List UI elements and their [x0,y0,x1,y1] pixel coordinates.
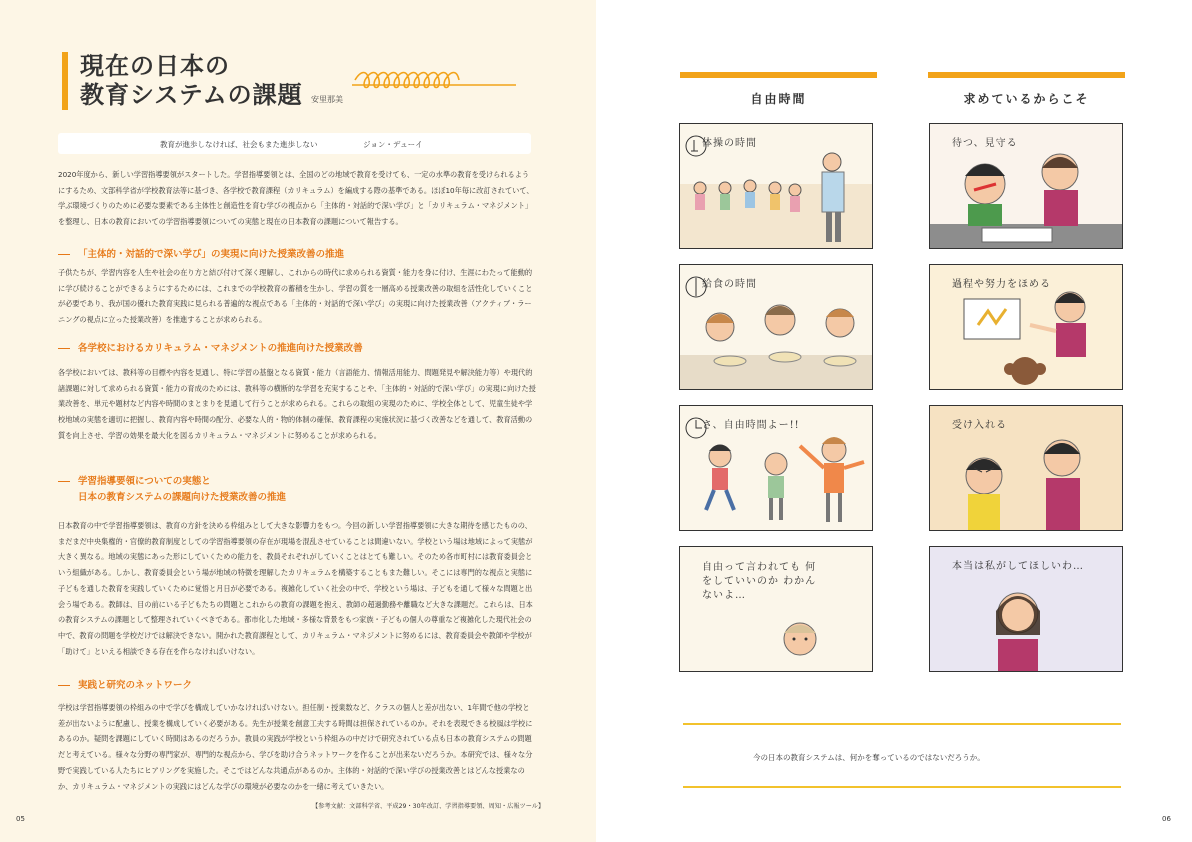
panel-caption-2-2: 過程や努力をほめる [952,279,1051,290]
intro-paragraph: 2020年度から、新しい学習指導要領がスタートした。学習指導要領とは、全国のどの地域で教育を受けても、一定の水準の教育を受けられるようにするため、文部科学省が学校教育法等に基づき、各学校で教育課程（カリキュラム）を編成する際の基準である。ほぼ10年毎に改訂されていて、学ぶ環境づくりのために必要な要素である主体性と創造性を育む学びの視点から「主体的・対話的で深い学び」と「カリキュラム・マネジメント」を整理し、日本の教育においての学習指導要領についての実態と現在の日本教育の課題について報告する。 [58,170,534,227]
quote-text: 教育が進歩しなければ、社会もまた進歩しない [160,140,318,149]
comic-panel-2-4 [929,546,1123,672]
page-number-right: 06 [1162,815,1171,823]
column-1-bar [680,72,877,78]
reference-note: 【参考文献：文部科学省、平成29・30年改訂、学習指導要領、周知・広報ツール】 [312,803,545,810]
section-heading-2: 各学校におけるカリキュラム・マネジメントの推進向けた授業改善 [58,341,363,357]
column-1-title: 自由時間 [750,92,807,106]
panel-caption-1-4: 自由って言われても 何をしていいのか わかんないよ… [702,562,817,601]
panel-caption-1-3: さ、自由時間よー!! [702,420,800,431]
title-line-2: 教育システムの課題 [80,81,303,109]
comic-panel-1-4 [679,546,873,672]
page-number-left: 05 [16,815,25,823]
section-heading-1: 「主体的・対話的で深い学び」の実現に向けた授業改善の推進 [58,247,344,263]
section-body-1: 子供たちが、学習内容を人生や社会の在り方と結び付けて深く理解し、これからの時代に求められる資質・能力を身に付け、生涯にわたって能動的に学び続けることができるようにするためには、これまでの学校教育の蓄積を生かし、学習の質を一層高める授業改善の取組を活性化していくことが必要であり、我が国の優れた教育実践に見られる普遍的な視点である「主体的・対話的で深い学び」の実現に向けた授業改善（アクティブ・ラーニングの視点に立った授業改善）を推進することが求められる。 [58,268,533,325]
comic-panel-2-1 [929,123,1123,249]
comic-panel-1-1 [679,123,873,249]
quote-author: ジョン・デューイ [363,140,423,149]
bottom-rule-bottom [683,786,1121,788]
column-2-bar [928,72,1125,78]
section-body-3: 日本教育の中で学習指導要領は、教育の方針を決める枠組みとして大きな影響力をもつ。今回の新しい学習指導要領に大きな期待を感じたものの、まだまだ中央集権的・官僚的教育制度としての学習指導要領の存在が現場を混乱させていることは間違いない。学校という場は地域によって実態が大きく異なる。地域の実態にあった形にしていくための能力を、教員それぞれがしていくことはとても難しい。そのため各市町村には教育委員会という組織がある。しかし、教育委員会という場が地域の特徴を理解したカリキュラムを構築することもまた難しい。そこには専門的な視点と実態に子どもを通した教育を実践していくために覚悟と月日が必要である。複雑化していく社会の中で、学校という場は、子どもを通して様々な問題と出会う場である。教師は、目の前にいる子どもたちの問題とこれからの教育の課題を抱え、教師の超過勤務や離職など大きな課題だ。これらは、日本の教育システムの課題として整理されていくべきである。都市化した地域・多様な背景をもつ家族・子どもの個人の尊重など複雑化した現代社会の中で、教育の問題を学校だけでは解決できない。開かれた教育課程として、カリキュラム・マネジメントに努めるには、教育委員会や教師や学校が「助けて」といえる相談できる存在を作らなければいけない。 [58,521,533,656]
bottom-rule-top [683,723,1121,725]
comic-panel-1-2 [679,264,873,390]
title-accent-bar [62,52,68,110]
squiggle-decoration [350,68,520,94]
title-line-1: 現在の日本の [80,52,230,80]
panel-caption-2-3: 受け入れる [952,420,1007,431]
comic-panel-2-3 [929,405,1123,531]
section-heading-3-line-2: 日本の教育システムの課題向けた授業改善の推進 [78,492,287,503]
author-name: 安里那美 [311,95,343,104]
closing-statement: 今の日本の教育システムは、何かを奪っているのではないだろうか。 [753,753,985,762]
comic-panel-2-2 [929,264,1123,390]
section-heading-3: 学習指導要領についての実態と 日本の教育システムの課題向けた授業改善の推進 [58,474,286,506]
panel-caption-2-1: 待つ、見守る [952,138,1018,149]
section-body-4: 学校は学習指導要領の枠組みの中で学びを構成していかなければいけない。担任制・授業数など、クラスの個人と差が出ない、1年間で他の学校と差が出ないように配慮し、授業を構成していく必要がある。先生が授業を創意工夫する時間は担保されているのか。それを表現できる校風は学校にあるのか。疑問を課題にしていく時間はあるのだろうか。教員の実践が学校という枠組みの中だけで研究されている点も日本の教育システムの問題だと考えている。様々な分野の専門家が、専門的な視点から、学びを助け合うネットワークを作ることが出来ないだろうか。本研究では、様々な分野で実践している人たちにヒアリングを実施した。そこではどんな共通点があるのか。主体的・対話的で深い学びの授業改善とはどんな授業なのか、カリキュラム・マネジメントの実践にはどんな学びの環境が必要なのかを一緒に考えていきたい。 [58,703,533,791]
comic-panel-1-3 [679,405,873,531]
panel-caption-1-2: 給食の時間 [702,279,757,290]
section-body-2: 各学校においては、教科等の目標や内容を見通し、特に学習の基盤となる資質・能力（言語能力、情報活用能力、問題発見や解決能力等）や現代的諸課題に対して求められる資質・能力の育成のためには、教科等の横断的な学習を充実することや、「主体的・対話的で深い学び」の実現に向けた授業改善を、単元や題材など内容や時間のまとまりを見通して行うことが求められる。これらの取組の実現のために、学校全体として、児童生徒や学校地域の実態を適切に把握し、教育内容や時間の配分、必要な人的・物的体制の確保、教育課程の実施状況に基づく改善などを通して、教育活動の質を向上させ、学習の効果を最大化を図るカリキュラム・マネジメントに努めることが求められる。 [58,368,536,440]
panel-caption-2-4: 本当は私がしてほしいわ… [952,561,1084,572]
panel-caption-1-1: 体操の時間 [702,138,757,149]
section-heading-4: 実践と研究のネットワーク [58,678,192,694]
page-title [80,52,303,110]
column-2-title: 求めているからこそ [963,92,1090,106]
